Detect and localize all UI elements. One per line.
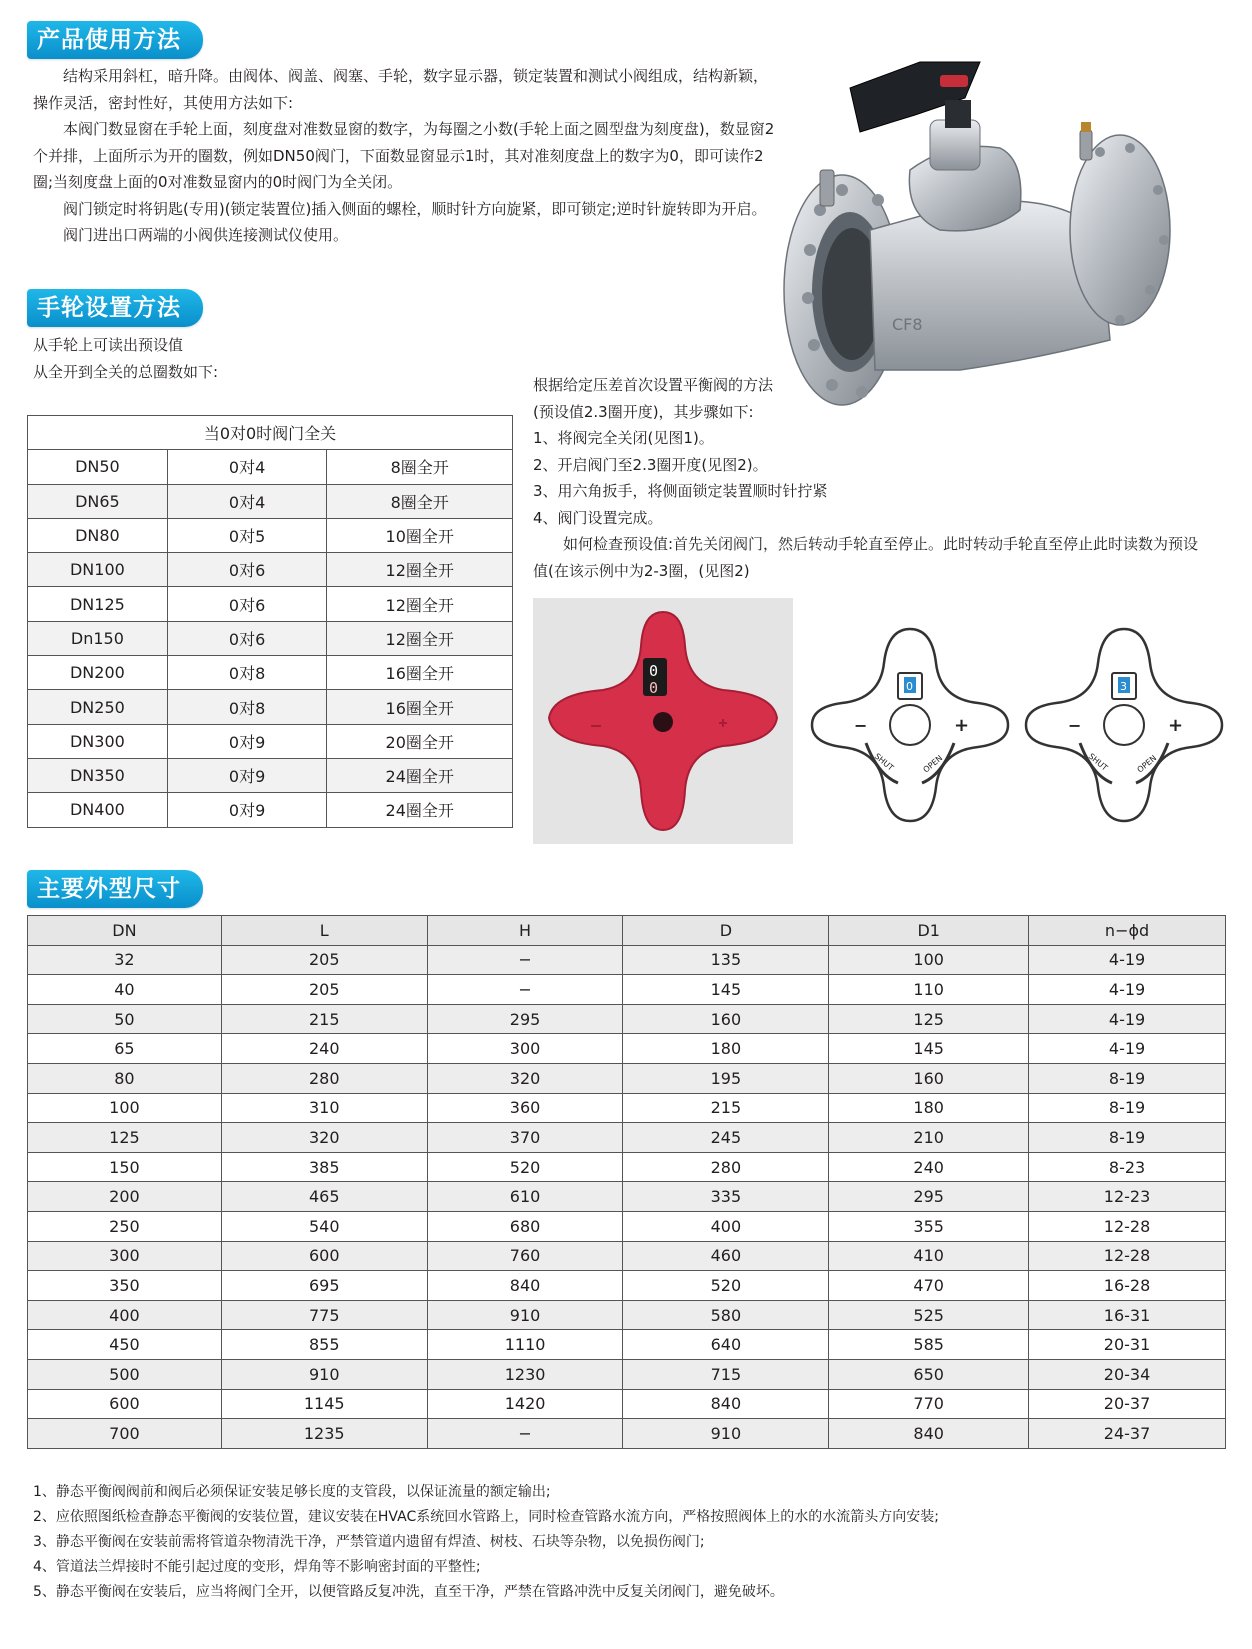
usage-paragraph: 本阀门数显窗在手轮上面，刻度盘对准数显窗的数字，为每圈之小数(手轮上面之圆型盘为刻度盘)，数显窗2个并排，上面所示为开的圈数，例如DN50阀门，下面数显窗显示1时，其对准刻度盘上的数字为0，即可读作2圈;当刻度盘上面的0对准数显窗内的0时阀门为全关闭。: [33, 120, 775, 191]
preset-cell: 0对5: [167, 518, 327, 552]
dim-header-cell: DN: [28, 916, 222, 946]
usage-text: [33, 63, 778, 249]
dim-cell: 100: [829, 945, 1029, 975]
dim-cell: 600: [28, 1389, 222, 1419]
install-notes: [33, 1480, 939, 1605]
dim-cell: 295: [427, 1004, 623, 1034]
preset-cell: 0对4: [167, 484, 327, 518]
dim-cell: 300: [427, 1034, 623, 1064]
dim-cell: 12-28: [1029, 1241, 1226, 1271]
dim-cell: 160: [623, 1004, 829, 1034]
preset-row: [28, 656, 513, 690]
dim-cell: 385: [221, 1152, 427, 1182]
dim-cell: 215: [221, 1004, 427, 1034]
dim-cell: 205: [221, 975, 427, 1005]
setting-steps: [533, 372, 1213, 584]
preset-cell: 0对8: [167, 690, 327, 724]
dim-cell: 16-31: [1029, 1300, 1226, 1330]
dim-cell: −: [427, 1419, 623, 1449]
dim-cell: 4-19: [1029, 1034, 1226, 1064]
handwheel-diagram-1: [808, 625, 1012, 825]
preset-cell: DN350: [28, 758, 168, 792]
step-line: 1、将阀完全关闭(见图1)。: [533, 429, 714, 447]
dim-cell: 150: [28, 1152, 222, 1182]
diagram2-open: OPEN: [1135, 753, 1159, 775]
usage-paragraph: 结构采用斜杠，暗升降。由阀体、阀盖、阀塞、手轮，数字显示器，锁定装置和测试小阀组成，结构新颖，操作灵活，密封性好，其使用方法如下:: [33, 67, 769, 112]
red-handwheel-photo: [533, 598, 793, 844]
diagram2-shut: SHUT: [1086, 751, 1110, 773]
dim-cell: 8-19: [1029, 1093, 1226, 1123]
dim-cell: 20-37: [1029, 1389, 1226, 1419]
dim-cell: 4-19: [1029, 945, 1226, 975]
dim-cell: 12-23: [1029, 1182, 1226, 1212]
dim-cell: 8-19: [1029, 1123, 1226, 1153]
dim-header-cell: L: [221, 916, 427, 946]
dim-cell: 125: [28, 1123, 222, 1153]
diagram1-open: OPEN: [921, 753, 945, 775]
preset-row: [28, 793, 513, 827]
dim-row: [28, 1419, 1226, 1449]
preset-cell: 0对6: [167, 553, 327, 587]
dim-cell: 450: [28, 1330, 222, 1360]
intro-line: 从手轮上可读出预设值: [33, 336, 184, 354]
dim-cell: 520: [427, 1152, 623, 1182]
dim-cell: 600: [221, 1241, 427, 1271]
preset-row: [28, 621, 513, 655]
section-title-handwheel: 手轮设置方法: [27, 289, 203, 327]
dim-cell: 180: [623, 1034, 829, 1064]
dim-cell: 585: [829, 1330, 1029, 1360]
dim-cell: 610: [427, 1182, 623, 1212]
dim-cell: 460: [623, 1241, 829, 1271]
dim-cell: 700: [28, 1419, 222, 1449]
dim-cell: 500: [28, 1359, 222, 1389]
dim-cell: 320: [427, 1063, 623, 1093]
diagram2-minus: −: [1068, 716, 1082, 735]
dim-cell: 350: [28, 1271, 222, 1301]
dim-row: [28, 1063, 1226, 1093]
dim-cell: 295: [829, 1182, 1029, 1212]
dim-cell: 910: [427, 1300, 623, 1330]
preset-cell: 24圈全开: [327, 793, 513, 827]
valve-mark: CF8: [892, 315, 923, 334]
dim-cell: 24-37: [1029, 1419, 1226, 1449]
preset-cell: 0对9: [167, 793, 327, 827]
dim-cell: 12-28: [1029, 1211, 1226, 1241]
usage-paragraph: 阀门进出口两端的小阀供连接测试仪使用。: [63, 226, 349, 244]
dim-cell: 20-31: [1029, 1330, 1226, 1360]
dim-cell: 65: [28, 1034, 222, 1064]
intro-line: 从全开到全关的总圈数如下:: [33, 362, 219, 381]
dim-cell: 770: [829, 1389, 1029, 1419]
dim-cell: 1420: [427, 1389, 623, 1419]
dim-cell: 1235: [221, 1419, 427, 1449]
step-line: 2、开启阀门至2.3圈开度(见图2)。: [533, 455, 768, 474]
dim-cell: 580: [623, 1300, 829, 1330]
preset-cell: 0对4: [167, 450, 327, 484]
dim-cell: 20-34: [1029, 1359, 1226, 1389]
red-digit-bottom: 0: [649, 679, 659, 697]
preset-row: [28, 450, 513, 484]
preset-cell: DN100: [28, 553, 168, 587]
dim-cell: 8-19: [1029, 1063, 1226, 1093]
dim-cell: 240: [829, 1152, 1029, 1182]
dim-cell: 160: [829, 1063, 1029, 1093]
preset-cell: 16圈全开: [327, 656, 513, 690]
dim-header-cell: n−ϕd: [1029, 916, 1226, 946]
handwheel-intro: [33, 332, 218, 385]
dim-cell: 125: [829, 1004, 1029, 1034]
dim-cell: 4-19: [1029, 1004, 1226, 1034]
preset-cell: 0对9: [167, 724, 327, 758]
dim-cell: 715: [623, 1359, 829, 1389]
dim-cell: 135: [623, 945, 829, 975]
dim-header-cell: H: [427, 916, 623, 946]
dim-row: [28, 1389, 1226, 1419]
dim-cell: 40: [28, 975, 222, 1005]
dim-cell: 410: [829, 1241, 1029, 1271]
preset-row: [28, 553, 513, 587]
dim-cell: 16-28: [1029, 1271, 1226, 1301]
dim-cell: 840: [427, 1271, 623, 1301]
dim-header-cell: D1: [829, 916, 1029, 946]
dim-cell: 200: [28, 1182, 222, 1212]
preset-cell: 0对6: [167, 621, 327, 655]
dim-cell: 80: [28, 1063, 222, 1093]
preset-cell: 20圈全开: [327, 724, 513, 758]
dim-row: [28, 1093, 1226, 1123]
dim-cell: 525: [829, 1300, 1029, 1330]
dim-cell: 650: [829, 1359, 1029, 1389]
preset-cell: 12圈全开: [327, 587, 513, 621]
dim-cell: 300: [28, 1241, 222, 1271]
preset-cell: 24圈全开: [327, 758, 513, 792]
preset-cell: 8圈全开: [327, 484, 513, 518]
dim-cell: 840: [829, 1419, 1029, 1449]
diagram2-plus: +: [1168, 715, 1184, 736]
dim-cell: 355: [829, 1211, 1029, 1241]
preset-row: [28, 484, 513, 518]
dim-cell: 520: [623, 1271, 829, 1301]
preset-row: [28, 724, 513, 758]
dim-cell: 360: [427, 1093, 623, 1123]
dim-cell: 250: [28, 1211, 222, 1241]
dim-cell: −: [427, 975, 623, 1005]
preset-cell: DN125: [28, 587, 168, 621]
dim-cell: 910: [623, 1419, 829, 1449]
preset-row: [28, 587, 513, 621]
dim-cell: 680: [427, 1211, 623, 1241]
preset-cell: DN80: [28, 518, 168, 552]
preset-cell: DN300: [28, 724, 168, 758]
step-line: 3、用六角扳手，将侧面锁定装置顺时针拧紧: [533, 482, 828, 500]
dim-row: [28, 1300, 1226, 1330]
preset-cell: 8圈全开: [327, 450, 513, 484]
dim-cell: 370: [427, 1123, 623, 1153]
dim-cell: 855: [221, 1330, 427, 1360]
preset-cell: Dn150: [28, 621, 168, 655]
red-digit-top: 0: [649, 662, 659, 680]
step-line: 根据给定压差首次设置平衡阀的方法: [533, 376, 774, 394]
dim-cell: 180: [829, 1093, 1029, 1123]
dim-cell: 8-23: [1029, 1152, 1226, 1182]
dimension-table: [27, 915, 1226, 1449]
dim-cell: 400: [623, 1211, 829, 1241]
dim-cell: 1145: [221, 1389, 427, 1419]
handwheel-diagram-2: [1022, 625, 1226, 825]
preset-cell: DN200: [28, 656, 168, 690]
dim-cell: 205: [221, 945, 427, 975]
diagram1-plus: +: [954, 715, 970, 736]
dim-row: [28, 1241, 1226, 1271]
dim-cell: 335: [623, 1182, 829, 1212]
step-line: (预设值2.3圈开度)，其步骤如下:: [533, 402, 754, 421]
section-title-dimensions: 主要外型尺寸: [27, 870, 203, 908]
diagram1-minus: −: [854, 716, 868, 735]
preset-cell: 10圈全开: [327, 518, 513, 552]
diagram1-digit: 0: [906, 680, 913, 693]
dim-cell: 240: [221, 1034, 427, 1064]
preset-row: [28, 758, 513, 792]
preset-cell: 12圈全开: [327, 621, 513, 655]
preset-cell: 0对6: [167, 587, 327, 621]
note-line: 2、应依照图纸检查静态平衡阀的安装位置，建议安装在HVAC系统回水管路上，同时检查管路水流方向，严格按照阀体上的水的水流箭头方向安装;: [33, 1509, 939, 1525]
preset-cell: DN400: [28, 793, 168, 827]
dim-row: [28, 1004, 1226, 1034]
dim-cell: 100: [28, 1093, 222, 1123]
dim-row: [28, 1123, 1226, 1153]
preset-cell: 0对8: [167, 656, 327, 690]
dim-cell: 245: [623, 1123, 829, 1153]
dim-cell: 32: [28, 945, 222, 975]
dim-cell: 110: [829, 975, 1029, 1005]
dim-header-cell: D: [623, 916, 829, 946]
dim-cell: 400: [28, 1300, 222, 1330]
dim-cell: 775: [221, 1300, 427, 1330]
dim-cell: 50: [28, 1004, 222, 1034]
dim-cell: 640: [623, 1330, 829, 1360]
preset-row: [28, 518, 513, 552]
preset-cell: DN50: [28, 450, 168, 484]
dim-row: [28, 1211, 1226, 1241]
dim-row: [28, 975, 1226, 1005]
usage-paragraph: 阀门锁定时将钥匙(专用)(锁定装置位)插入侧面的螺栓，顺时针方向旋紧，即可锁定;逆时针旋转即为开启。: [63, 199, 767, 218]
step-line: 4、阀门设置完成。: [533, 508, 663, 527]
dim-cell: 1110: [427, 1330, 623, 1360]
dim-row: [28, 1271, 1226, 1301]
note-line: 5、静态平衡阀在安装后，应当将阀门全开，以便管路反复冲洗，直至干净，严禁在管路冲洗中反复关闭阀门，避免破坏。: [33, 1584, 784, 1600]
dim-cell: 320: [221, 1123, 427, 1153]
dim-row: [28, 1034, 1226, 1064]
dim-cell: 540: [221, 1211, 427, 1241]
dim-row: [28, 1359, 1226, 1389]
dim-row: [28, 945, 1226, 975]
note-line: 3、静态平衡阀在安装前需将管道杂物清洗干净，严禁管道内遗留有焊渣、树枝、石块等杂物，以免损伤阀门;: [33, 1534, 705, 1550]
dim-cell: 280: [221, 1063, 427, 1093]
dim-cell: 280: [623, 1152, 829, 1182]
preset-table: [27, 415, 513, 828]
dim-row: [28, 1182, 1226, 1212]
dim-cell: 145: [623, 975, 829, 1005]
dim-cell: 695: [221, 1271, 427, 1301]
dim-cell: 4-19: [1029, 975, 1226, 1005]
dim-row: [28, 1330, 1226, 1360]
diagram2-digit: 3: [1120, 680, 1127, 693]
check-text: 如何检查预设值:首先关闭阀门，然后转动手轮直至停止。此时转动手轮直至停止此时读数为预设值(在该示例中为2-3圈，(见图2): [533, 535, 1199, 580]
dim-cell: 310: [221, 1093, 427, 1123]
dim-cell: 470: [829, 1271, 1029, 1301]
dim-cell: 195: [623, 1063, 829, 1093]
dim-cell: 145: [829, 1034, 1029, 1064]
note-line: 1、静态平衡阀阀前和阀后必须保证安装足够长度的支管段，以保证流量的额定输出;: [33, 1484, 551, 1500]
preset-row: [28, 690, 513, 724]
dim-cell: 215: [623, 1093, 829, 1123]
preset-cell: DN65: [28, 484, 168, 518]
diagram1-shut: SHUT: [872, 751, 896, 773]
section-title-usage: 产品使用方法: [27, 21, 203, 59]
note-line: 4、管道法兰焊接时不能引起过度的变形，焊角等不影响密封面的平整性;: [33, 1559, 481, 1575]
dim-cell: 840: [623, 1389, 829, 1419]
preset-cell: 0对9: [167, 758, 327, 792]
dim-cell: 910: [221, 1359, 427, 1389]
dim-cell: 1230: [427, 1359, 623, 1389]
dim-cell: 760: [427, 1241, 623, 1271]
preset-cell: 16圈全开: [327, 690, 513, 724]
dim-cell: 465: [221, 1182, 427, 1212]
dim-row: [28, 1152, 1226, 1182]
preset-table-header: 当0对0时阀门全关: [28, 416, 513, 450]
dim-cell: −: [427, 945, 623, 975]
preset-cell: DN250: [28, 690, 168, 724]
preset-cell: 12圈全开: [327, 553, 513, 587]
dim-cell: 210: [829, 1123, 1029, 1153]
